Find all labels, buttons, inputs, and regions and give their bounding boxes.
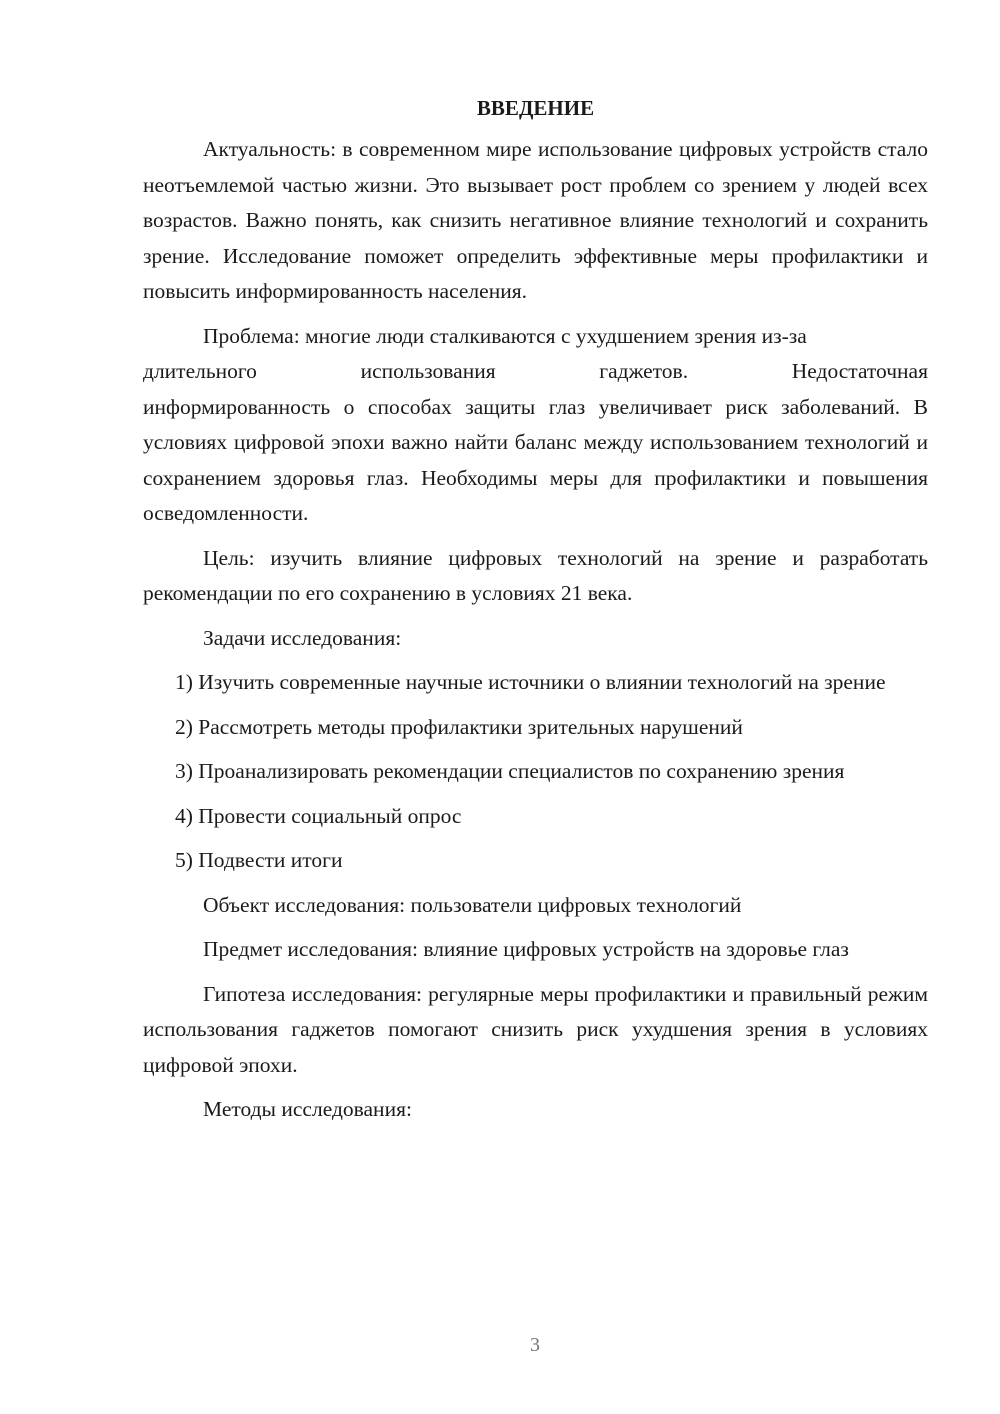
problem-line-1: Проблема: многие люди сталкиваются с ухудшением зрения из-за xyxy=(203,323,807,348)
hypothesis-paragraph: Гипотеза исследования: регулярные меры профилактики и правильный режим использования гаджетов помогают снизить риск ухудшения зрения в условиях цифровой эпохи. xyxy=(143,981,928,1077)
object-paragraph: Объект исследования: пользователи цифровых технологий xyxy=(203,892,742,917)
task-item-1: 1) Изучить современные научные источники о влиянии технологий на зрение xyxy=(175,670,886,694)
task-item-4: 4) Провести социальный опрос xyxy=(175,803,462,828)
page-number: 3 xyxy=(530,1334,540,1356)
task-item-2: 2) Рассмотреть методы профилактики зрительных нарушений xyxy=(175,714,743,739)
document-page xyxy=(143,90,928,1137)
section-title: ВВЕДЕНИЕ xyxy=(476,96,595,120)
problem-paragraph xyxy=(143,319,928,355)
task-item-3: 3) Проанализировать рекомендации специалистов по сохранению зрения xyxy=(175,759,845,783)
goal-paragraph: Цель: изучить влияние цифровых технологий на зрение и разработать рекомендации по его сохранению в условиях 21 века. xyxy=(143,545,928,605)
subject-paragraph: Предмет исследования: влияние цифровых устройств на здоровье глаз xyxy=(203,937,849,961)
task-item-5: 5) Подвести итоги xyxy=(175,848,343,872)
methods-heading: Методы исследования: xyxy=(203,1097,412,1121)
relevance-paragraph: Актуальность: в современном мире использование цифровых устройств стало неотъемлемой частью жизни. Это вызывает рост проблем со зрением у людей всех возрастов. Важно понять, как снизить негативное влияние технологий и сохранить зрение. Исследование поможет определить эффективные меры профилактики и повысить информированность населения. xyxy=(143,137,928,303)
problem-line-2: длительного использования гаджетов. Недостаточная xyxy=(143,359,928,383)
tasks-heading: Задачи исследования: xyxy=(203,625,402,650)
problem-paragraph-rest: информированность о способах защиты глаз увеличивает риск заболеваний. В условиях цифровой эпохи важно найти баланс между использованием технологий и сохранением здоровья глаз. Необходимы меры для профилактики и повышения осведомленности. xyxy=(143,394,928,525)
